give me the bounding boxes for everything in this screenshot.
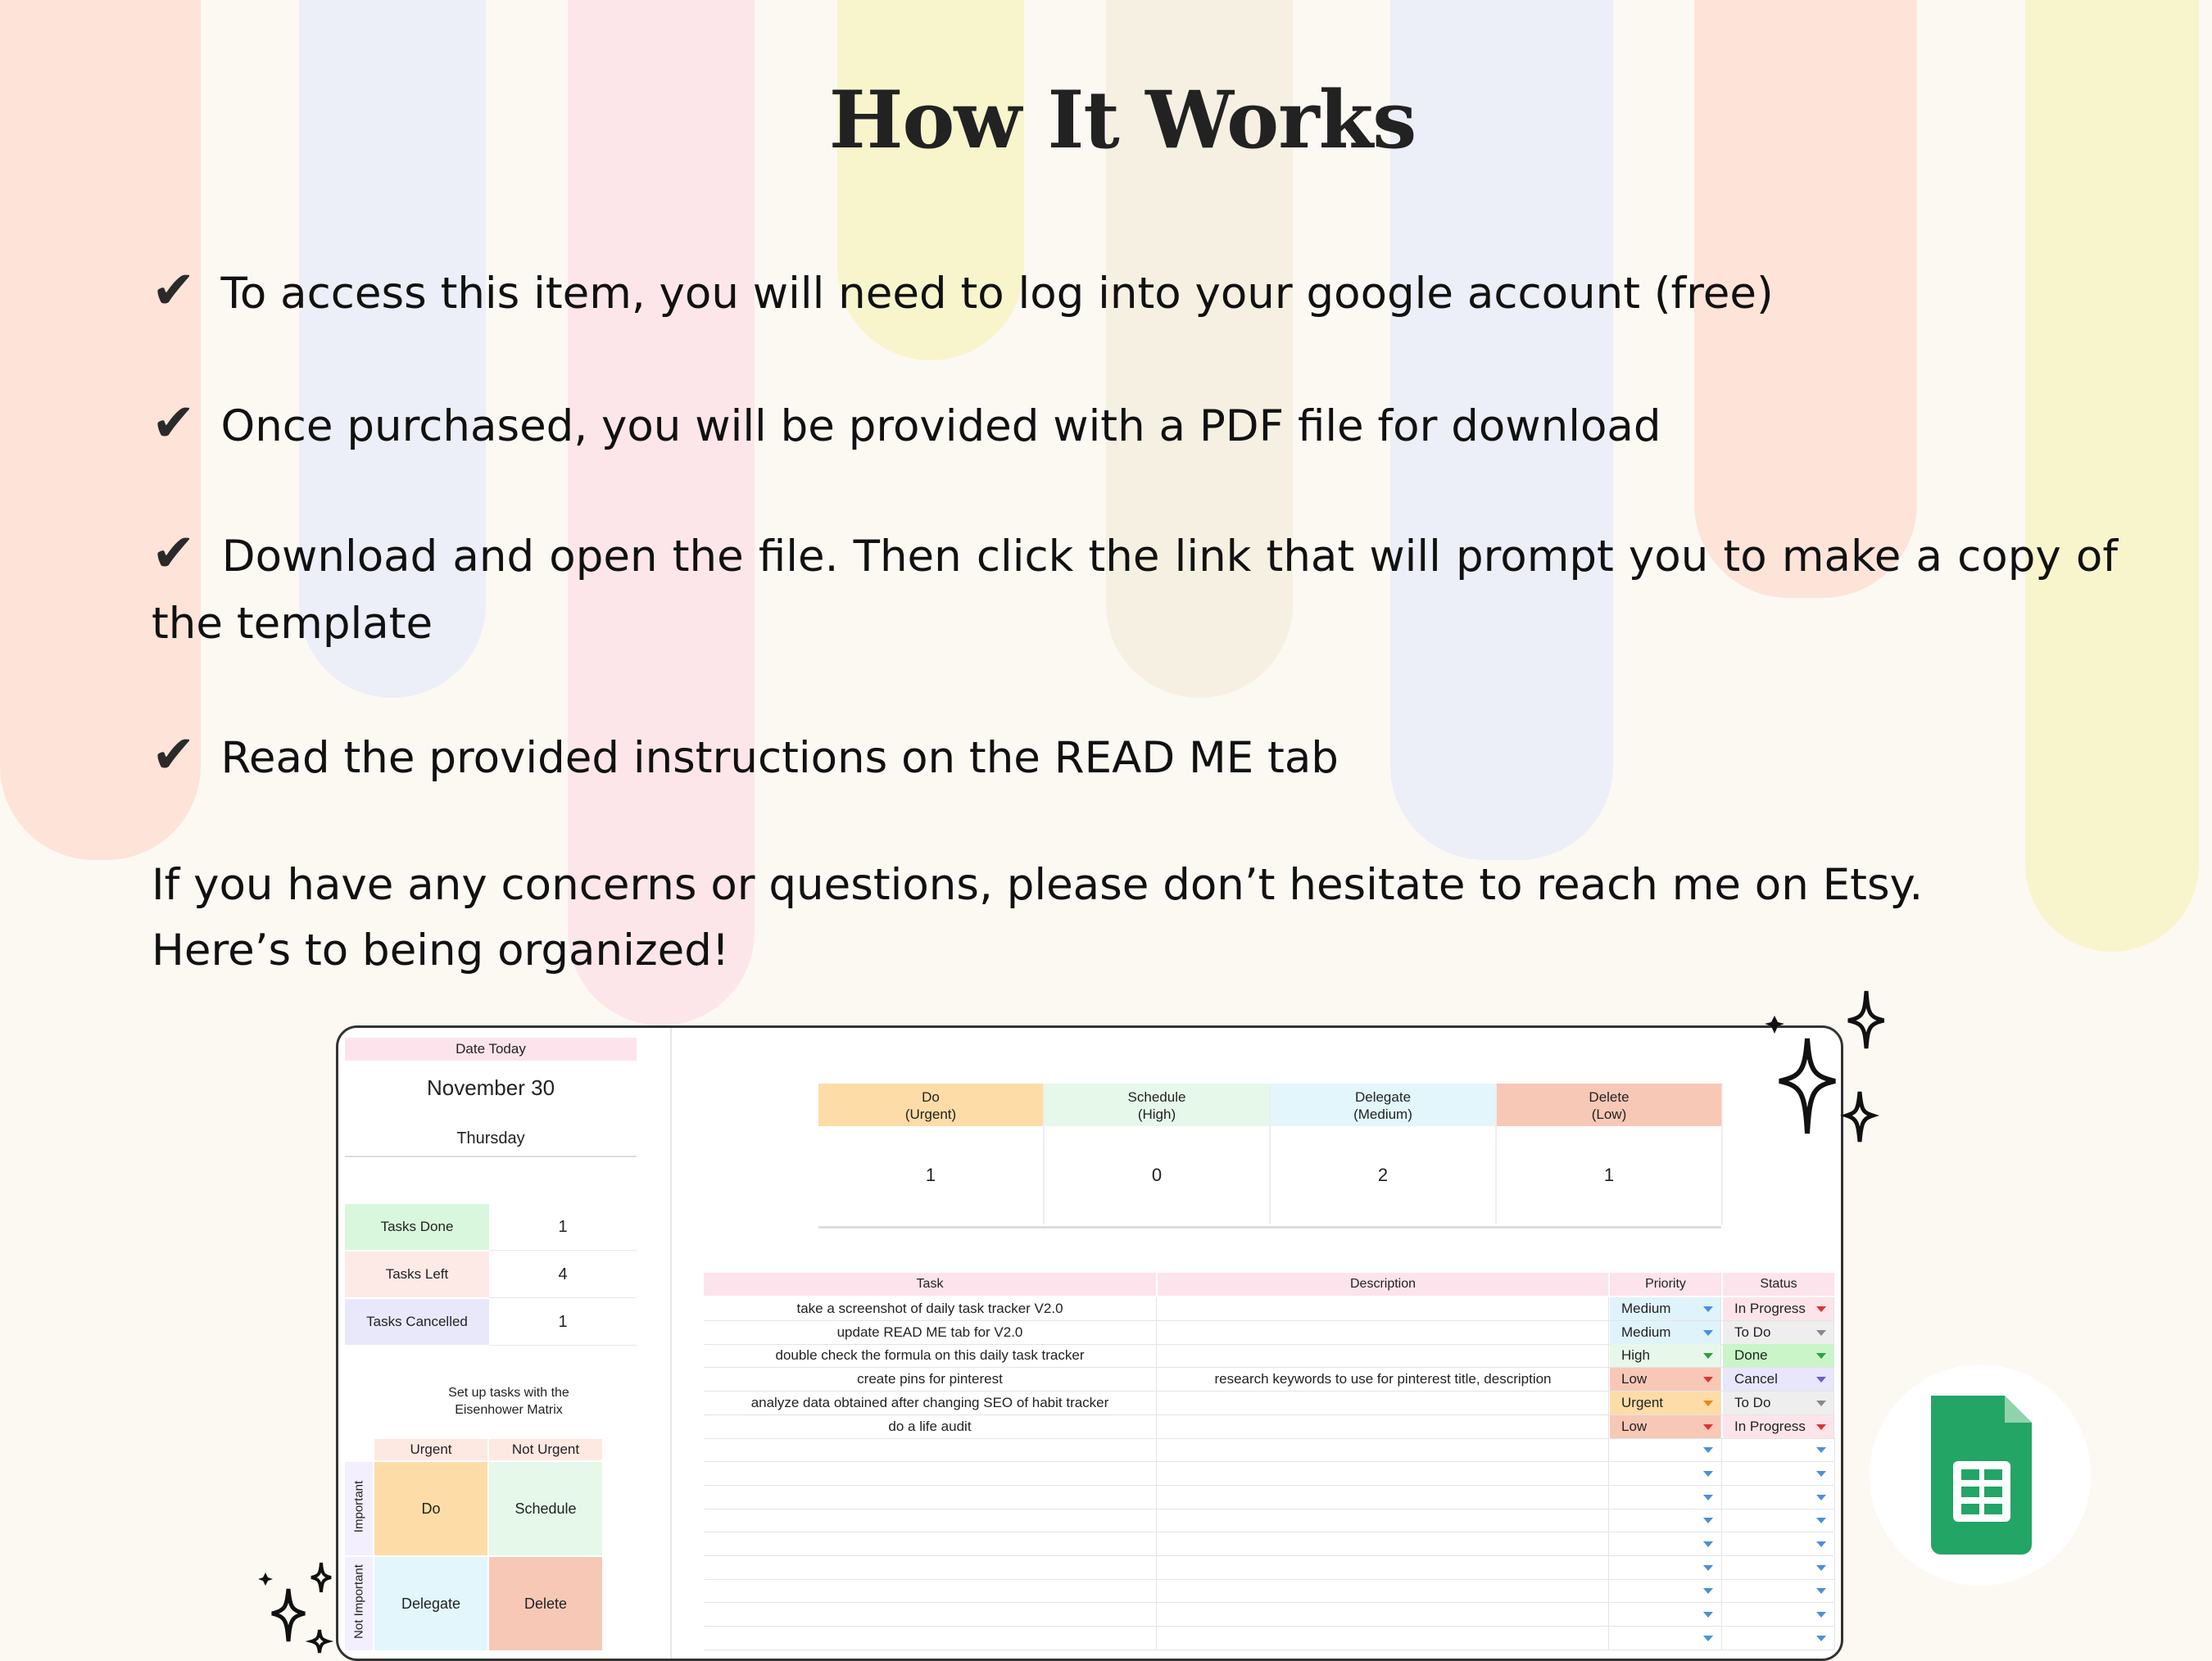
matrix-do: Do: [374, 1462, 487, 1555]
table-row: [704, 1438, 1834, 1462]
task-cell: update READ ME tab for V2.0: [704, 1321, 1157, 1344]
chevron-down-icon[interactable]: [1703, 1306, 1713, 1312]
status-cell[interactable]: Done: [1723, 1344, 1834, 1367]
summary-header: Delegate (Medium): [1271, 1084, 1495, 1126]
chevron-down-icon[interactable]: [1816, 1612, 1826, 1618]
priority-cell[interactable]: Medium: [1610, 1297, 1721, 1320]
date-value: November 30: [426, 1075, 555, 1100]
description-cell: [1158, 1509, 1609, 1532]
chevron-down-icon[interactable]: [1703, 1495, 1713, 1500]
matrix-row-not-important: Not Important: [351, 1564, 366, 1639]
matrix-schedule: Schedule: [489, 1462, 602, 1555]
step-text: Read the provided instructions on the READ ME tab: [220, 733, 1339, 783]
description-cell: [1158, 1556, 1609, 1579]
table-row: [704, 1321, 1834, 1345]
description-cell: [1158, 1627, 1609, 1650]
step-text: Download and open the file. Then click the link that will prompt you to make a copy of the template: [152, 532, 2118, 649]
sparkle-icon: [1761, 981, 1884, 1161]
table-row: [704, 1579, 1834, 1603]
sheets-icon: [1870, 1365, 2091, 1586]
task-cell: [704, 1603, 1157, 1626]
matrix-col-urgent: Urgent: [374, 1439, 487, 1460]
chevron-down-icon[interactable]: [1703, 1353, 1713, 1359]
weekday-value: Thursday: [456, 1129, 525, 1147]
description-cell: [1158, 1486, 1609, 1509]
chevron-down-icon[interactable]: [1703, 1541, 1713, 1547]
closing-line-1: If you have any concerns or questions, please don’t hesitate to reach me on Etsy.: [152, 860, 1924, 910]
chevron-down-icon[interactable]: [1816, 1495, 1826, 1500]
chevron-down-icon[interactable]: [1703, 1588, 1713, 1594]
status-cell[interactable]: In Progress: [1723, 1297, 1834, 1320]
table-row: [704, 1368, 1834, 1392]
matrix-delegate: Delegate: [374, 1557, 487, 1650]
summary-header: Delete (Low): [1497, 1084, 1721, 1126]
step-text: Once purchased, you will be provided with a PDF file for download: [220, 401, 1661, 451]
task-cell: [704, 1438, 1157, 1461]
sheets-badge: [1870, 1365, 2091, 1586]
table-row: [704, 1297, 1834, 1321]
step-2: [152, 393, 1661, 454]
task-cell: [704, 1462, 1157, 1485]
chevron-down-icon[interactable]: [1703, 1401, 1713, 1406]
task-cell: [704, 1509, 1157, 1532]
summary-header: Schedule (High): [1045, 1084, 1269, 1126]
matrix-title-line-2: Eisenhower Matrix: [455, 1403, 563, 1417]
chevron-down-icon[interactable]: [1816, 1306, 1826, 1312]
task-cell: create pins for pinterest: [704, 1368, 1157, 1391]
task-cell: do a life audit: [704, 1415, 1157, 1438]
chevron-down-icon[interactable]: [1816, 1541, 1826, 1547]
task-cell: analyze data obtained after changing SEO of habit tracker: [704, 1392, 1157, 1414]
matrix-col-not-urgent: Not Urgent: [489, 1439, 602, 1460]
description-cell: [1158, 1579, 1609, 1602]
column-header-description: Description: [1158, 1273, 1608, 1296]
chevron-down-icon[interactable]: [1703, 1471, 1713, 1477]
chevron-down-icon[interactable]: [1703, 1636, 1713, 1641]
chevron-down-icon[interactable]: [1816, 1565, 1826, 1571]
chevron-down-icon[interactable]: [1703, 1565, 1713, 1571]
matrix-delete: Delete: [489, 1557, 602, 1650]
summary-value: 0: [1151, 1165, 1163, 1185]
checkmark-icon: ✔: [152, 523, 196, 584]
status-cell[interactable]: To Do: [1723, 1321, 1834, 1344]
summary-value: 1: [925, 1165, 936, 1185]
tasks-left-label: Tasks Left: [345, 1251, 489, 1297]
chevron-down-icon[interactable]: [1816, 1377, 1826, 1383]
closing-line-2: Here’s to being organized!: [152, 926, 730, 975]
table-row: [704, 1415, 1834, 1439]
summary-do: [818, 1084, 1045, 1224]
chevron-down-icon[interactable]: [1703, 1424, 1713, 1430]
date-header: Date Today: [345, 1038, 637, 1061]
step-4: [152, 725, 1339, 785]
task-cell: [704, 1579, 1157, 1602]
summary-delegate: [1271, 1084, 1497, 1224]
chevron-down-icon[interactable]: [1703, 1330, 1713, 1336]
chevron-down-icon[interactable]: [1703, 1377, 1713, 1383]
table-row: [704, 1392, 1834, 1415]
chevron-down-icon[interactable]: [1816, 1401, 1826, 1406]
table-row: [704, 1603, 1834, 1627]
divider: [345, 1156, 637, 1157]
description-cell: [1158, 1297, 1609, 1320]
chevron-down-icon[interactable]: [1703, 1518, 1713, 1523]
chevron-down-icon[interactable]: [1816, 1424, 1826, 1430]
checkmark-icon: ✔: [152, 393, 196, 454]
task-cell: take a screenshot of daily task tracker V2.0: [704, 1297, 1157, 1320]
summary-value: 2: [1377, 1165, 1389, 1185]
task-cell: [704, 1486, 1157, 1509]
tasks-cancelled-label: Tasks Cancelled: [345, 1299, 489, 1345]
description-cell: [1158, 1321, 1609, 1344]
table-row: [704, 1627, 1834, 1650]
chevron-down-icon[interactable]: [1816, 1353, 1826, 1359]
table-row: [704, 1556, 1834, 1580]
description-cell: [1158, 1415, 1609, 1438]
summary-header: Do (Urgent): [818, 1084, 1043, 1126]
chevron-down-icon[interactable]: [1816, 1636, 1826, 1641]
sparkle-icon: [254, 1556, 336, 1659]
column-header-status: Status: [1723, 1273, 1834, 1296]
task-cell: [704, 1532, 1157, 1555]
priority-cell[interactable]: Low: [1610, 1415, 1721, 1438]
checkmark-icon: ✔: [152, 725, 196, 785]
step-text: To access this item, you will need to log into your google account (free): [220, 269, 1774, 319]
column-header-priority: Priority: [1610, 1273, 1721, 1296]
chevron-down-icon[interactable]: [1703, 1612, 1713, 1618]
page-title: How It Works: [828, 74, 1416, 166]
tasks-left-value: 4: [489, 1251, 637, 1298]
priority-cell[interactable]: High: [1610, 1344, 1721, 1367]
table-row: [704, 1462, 1834, 1486]
priority-cell[interactable]: Urgent: [1610, 1392, 1721, 1414]
chevron-down-icon[interactable]: [1816, 1588, 1826, 1594]
table-row: [704, 1509, 1834, 1532]
description-cell: research keywords to use for pinterest title, description: [1158, 1368, 1609, 1391]
description-cell: [1158, 1438, 1609, 1461]
tasks-done-label: Tasks Done: [345, 1204, 489, 1250]
priority-cell[interactable]: Medium: [1610, 1321, 1721, 1344]
table-row: [704, 1344, 1834, 1368]
summary-value: 1: [1603, 1165, 1615, 1185]
status-cell[interactable]: Cancel: [1723, 1368, 1834, 1391]
table-row: [704, 1532, 1834, 1556]
description-cell: [1158, 1462, 1609, 1485]
tasks-done-value: 1: [489, 1204, 637, 1251]
priority-cell[interactable]: Low: [1610, 1368, 1721, 1391]
summary-delete: [1497, 1084, 1723, 1224]
chevron-down-icon[interactable]: [1703, 1447, 1713, 1453]
task-cell: [704, 1556, 1157, 1579]
spreadsheet-preview: [336, 1025, 1843, 1661]
description-cell: [1158, 1603, 1609, 1626]
chevron-down-icon[interactable]: [1816, 1518, 1826, 1523]
tasks-cancelled-value: 1: [489, 1299, 637, 1346]
step-3: [152, 520, 2118, 658]
description-cell: [1158, 1532, 1609, 1555]
summary-schedule: [1045, 1084, 1271, 1224]
table-row: [704, 1486, 1834, 1509]
matrix-row-important: Important: [351, 1480, 366, 1533]
chevron-down-icon[interactable]: [1816, 1330, 1826, 1336]
task-cell: double check the formula on this daily task tracker: [704, 1344, 1157, 1367]
chevron-down-icon[interactable]: [1816, 1447, 1826, 1453]
divider: [818, 1226, 1721, 1229]
column-header-task: Task: [704, 1273, 1156, 1296]
chevron-down-icon[interactable]: [1816, 1471, 1826, 1477]
status-cell[interactable]: To Do: [1723, 1392, 1834, 1414]
dashboard-panel: [338, 1028, 672, 1659]
checkmark-icon: ✔: [152, 260, 196, 321]
task-cell: [704, 1627, 1157, 1650]
matrix-title-line-1: Set up tasks with the: [448, 1386, 569, 1400]
step-1: [152, 260, 1774, 321]
description-cell: [1158, 1392, 1609, 1414]
description-cell: [1158, 1344, 1609, 1367]
status-cell[interactable]: In Progress: [1723, 1415, 1834, 1438]
